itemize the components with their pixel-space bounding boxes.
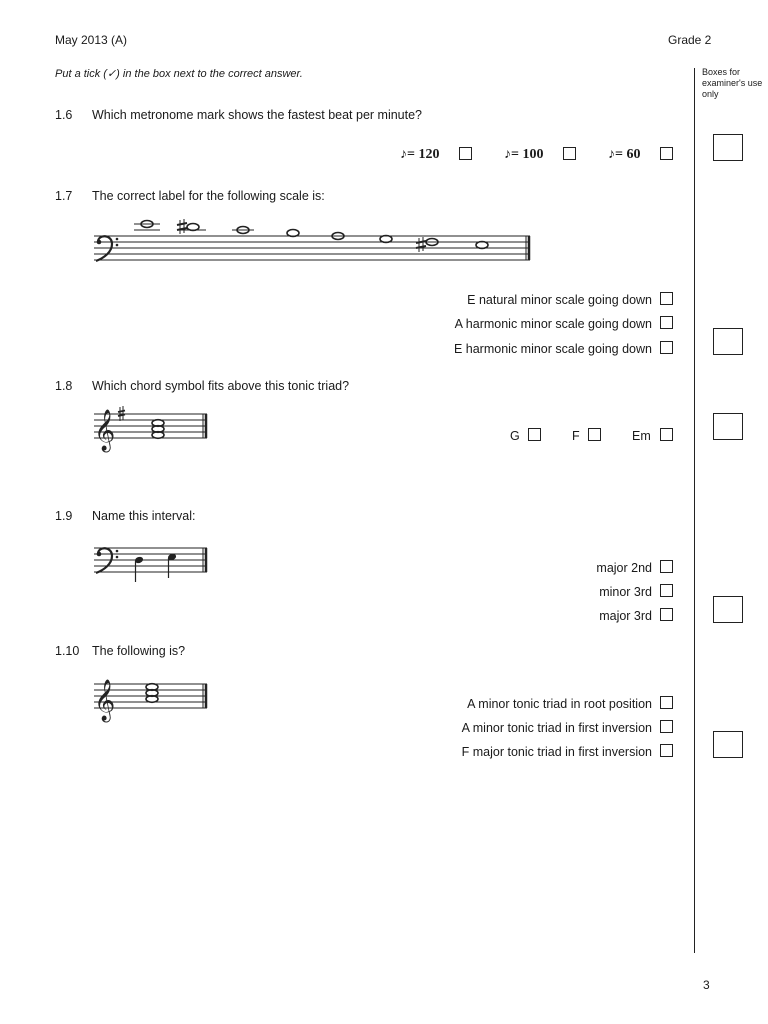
examiner-box-1-7[interactable]	[713, 328, 743, 355]
examiner-box-1-8[interactable]	[713, 413, 743, 440]
question-text: The correct label for the following scale is:	[92, 189, 325, 203]
instruction-text: Put a tick (✓) in the box next to the correct answer.	[55, 68, 303, 80]
eighth-note-icon: ♪	[400, 147, 407, 162]
page-number: 3	[703, 978, 710, 992]
bass-clef-scale-staff	[90, 212, 540, 268]
examiner-box-1-9[interactable]	[713, 596, 743, 623]
question-text: Which metronome mark shows the fastest beat per minute?	[92, 108, 423, 122]
bass-clef-interval-staff	[92, 540, 212, 586]
answer-checkbox[interactable]	[660, 608, 673, 621]
question-text: The following is?	[92, 644, 186, 658]
answer-checkbox[interactable]	[660, 341, 673, 354]
answer-checkbox[interactable]	[528, 428, 541, 441]
treble-clef-chord-staff	[92, 402, 212, 454]
answer-option: E harmonic minor scale going down	[453, 342, 652, 356]
answer-option: A harmonic minor scale going down	[454, 317, 652, 331]
grade-label: Grade 2	[668, 33, 712, 47]
question-number: 1.10	[55, 644, 80, 658]
answer-checkbox[interactable]	[660, 696, 673, 709]
metronome-option-2: ♪= 100	[504, 147, 544, 162]
eighth-note-icon: ♪	[504, 147, 511, 162]
exam-date: May 2013 (A)	[55, 33, 128, 47]
answer-checkbox[interactable]	[660, 147, 673, 160]
examiner-box-1-10[interactable]	[713, 731, 743, 758]
treble-clef-icon: 𝄞	[94, 410, 116, 451]
answer-checkbox[interactable]	[459, 147, 472, 160]
examiner-divider	[694, 68, 695, 953]
answer-checkbox[interactable]	[588, 428, 601, 441]
answer-option: major 3rd	[599, 609, 652, 623]
answer-checkbox[interactable]	[660, 720, 673, 733]
question-number: 1.7	[55, 189, 73, 203]
answer-checkbox[interactable]	[660, 584, 673, 597]
answer-checkbox[interactable]	[660, 428, 673, 441]
answer-option: A minor tonic triad in first inversion	[461, 721, 652, 735]
answer-checkbox[interactable]	[660, 292, 673, 305]
question-text: Which chord symbol fits above this tonic triad?	[92, 379, 350, 393]
bass-clef-icon	[96, 548, 118, 573]
sharp-icon	[177, 219, 187, 234]
answer-option: F major tonic triad in first inversion	[461, 745, 652, 759]
metronome-option-1: ♪= 120	[400, 147, 440, 162]
bass-clef-icon	[96, 236, 118, 261]
question-number: 1.6	[55, 108, 73, 122]
answer-checkbox[interactable]	[660, 744, 673, 757]
answer-option: G	[510, 429, 520, 443]
question-text: Name this interval:	[92, 509, 196, 523]
treble-clef-icon: 𝄞	[94, 680, 116, 721]
answer-checkbox[interactable]	[660, 316, 673, 329]
answer-option: major 2nd	[596, 561, 652, 575]
question-number: 1.9	[55, 509, 73, 523]
answer-option: F	[572, 429, 580, 443]
sharp-icon	[416, 237, 426, 252]
eighth-note-icon: ♪	[608, 147, 615, 162]
answer-checkbox[interactable]	[563, 147, 576, 160]
treble-clef-triad-staff	[92, 672, 212, 724]
answer-option: Em	[632, 429, 651, 443]
question-number: 1.8	[55, 379, 73, 393]
answer-option: A minor tonic triad in root position	[467, 697, 652, 711]
answer-option: minor 3rd	[599, 585, 652, 599]
answer-option: E natural minor scale going down	[467, 293, 652, 307]
metronome-option-3: ♪= 60	[608, 147, 641, 162]
examiner-box-1-6[interactable]	[713, 134, 743, 161]
answer-checkbox[interactable]	[660, 560, 673, 573]
examiner-boxes-title: Boxes for examiner's use only	[702, 67, 763, 99]
